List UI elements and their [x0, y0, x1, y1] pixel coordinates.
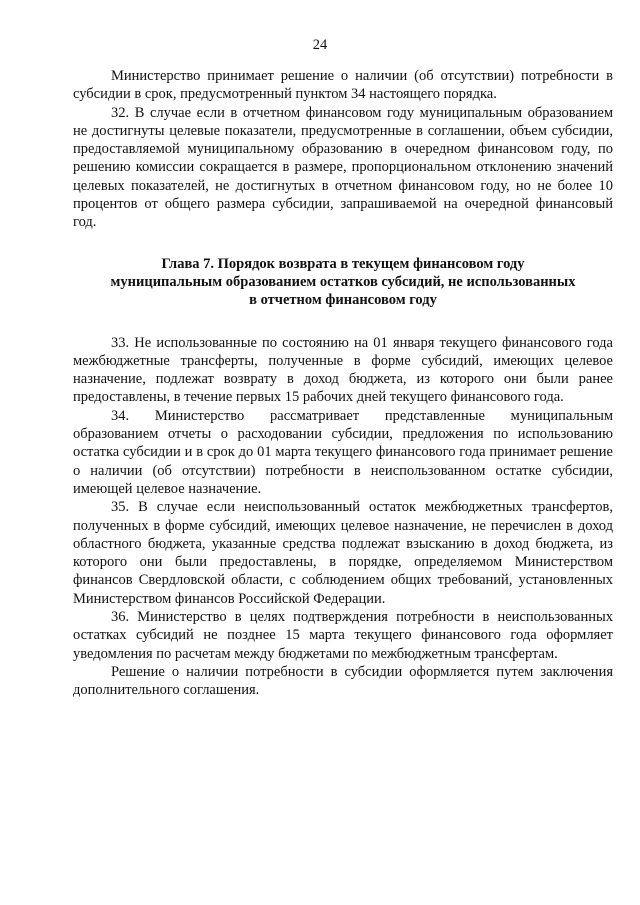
paragraph-32: 32. В случае если в отчетном финансовом году муниципальным образованием не достигнуты целевые показатели, предусмотренные в соглашении, объем субсидии, предоставляемой муниципальному образованию в очередном финансовом году, по решению комиссии сокращается в размере, пропорциональном отклонению значений целевых показателей, не достигнутых в отчетном финансовом году, но не более 10 процентов от общего размера субсидии, запрашиваемой на очередной финансовый год.	[73, 104, 613, 231]
paragraph-final-decision: Решение о наличии потребности в субсидии оформляется путем заключения дополнительного соглашения.	[73, 663, 613, 699]
paragraph-decision: Министерство принимает решение о наличии (об отсутствии) потребности в субсидии в срок, предусмотренный пунктом 34 настоящего порядка.	[73, 68, 613, 103]
chapter-heading-line-1: Глава 7. Порядок возврата в текущем финансовом году	[161, 255, 525, 272]
paragraph-36: 36. Министерство в целях подтверждения потребности в неиспользованных остатках субсидий не позднее 15 марта текущего финансового года оформляет уведомления по расчетам между бюджетами по межбюджетным трансфертам.	[73, 609, 613, 662]
paragraph-33: 33. Не использованные по состоянию на 01 января текущего финансового года межбюджетные трансферты, полученные в форме субсидий, имеющих целевое назначение, подлежат возврату в доход бюджета, из которого они были ранее предоставлены, в течение первых 15 рабочих дней текущего финансового года.	[73, 334, 613, 406]
chapter-heading	[73, 255, 613, 310]
paragraph-35: 35. В случае если неиспользованный остаток межбюджетных трансфертов, полученных в форме субсидий, имеющих целевое назначение, не перечислен в доход областного бюджета, указанные средства подлежат взысканию в доход бюджета, из которого они были предоставлены, в порядке, определяемом Министерством финансов Свердловской области, с соблюдением общих требований, установленных Министерством финансов Российской Федерации.	[73, 499, 613, 607]
chapter-heading-line-2: муниципальным образованием остатков субсидий, не использованных	[110, 273, 576, 290]
document-body	[73, 67, 613, 700]
page-number: 24	[312, 37, 328, 53]
chapter-heading-line-3: в отчетном финансовом году	[249, 292, 437, 309]
paragraph-34: 34. Министерство рассматривает представленные муниципальным образованием отчеты о расходовании субсидии, предложения по использованию остатка субсидии и в срок до 01 марта текущего финансового года принимает решение о наличии (об отсутствии) потребности в неиспользованном остатке субсидии, имеющей целевое назначение.	[73, 407, 613, 497]
